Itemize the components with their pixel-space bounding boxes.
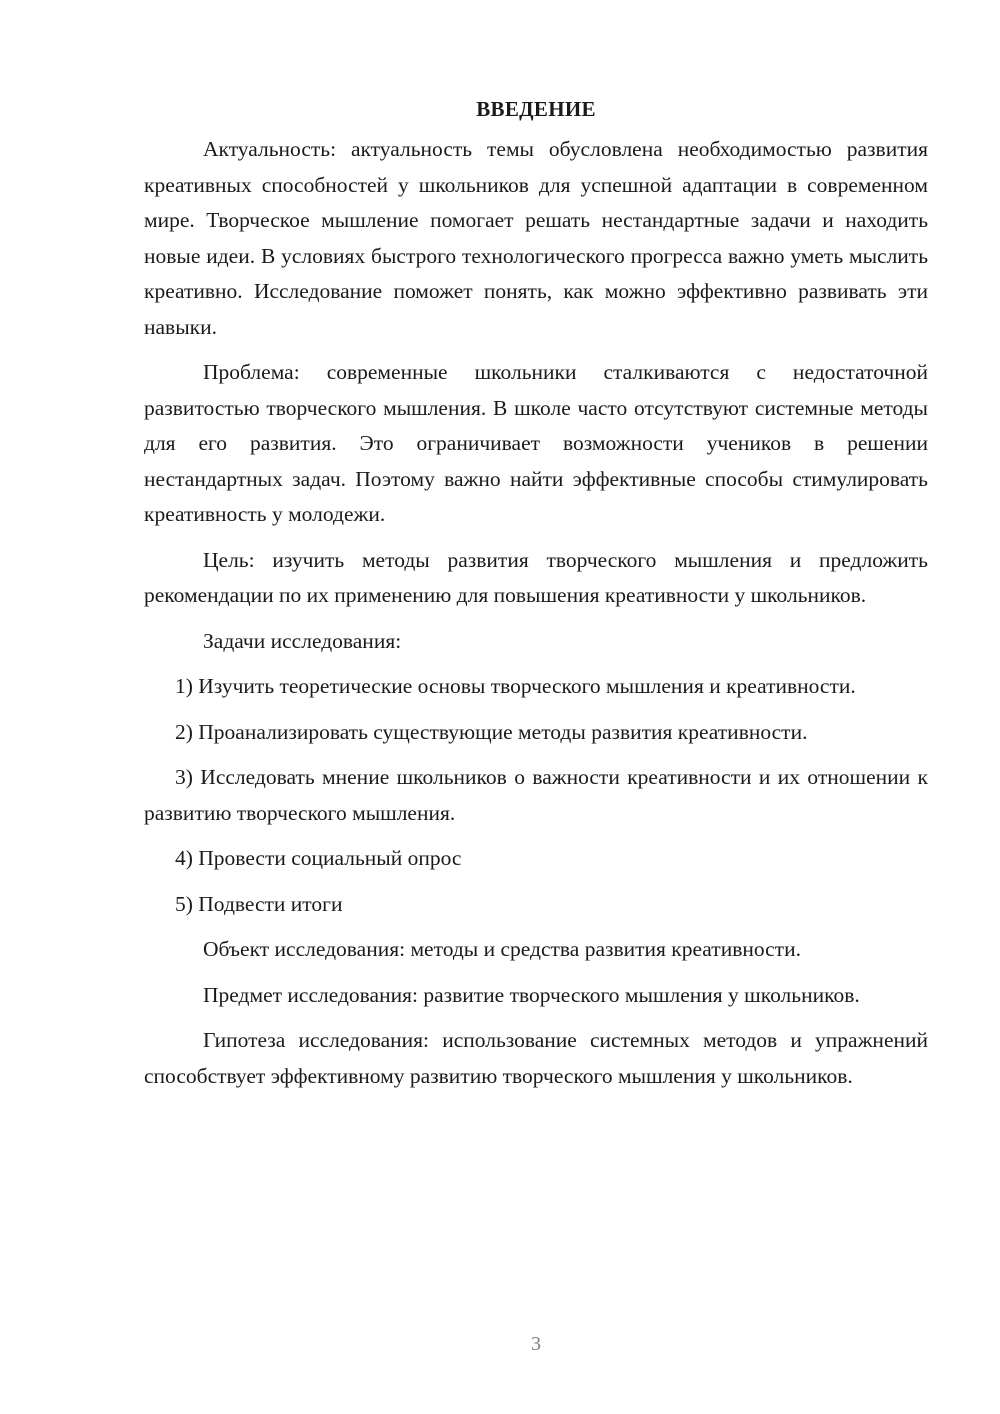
section-heading: ВВЕДЕНИЕ [476, 97, 596, 121]
hypothesis-paragraph: Гипотеза исследования: использование системных методов и упражнений способствует эффективному развитию творческого мышления у школьников. [144, 1028, 928, 1088]
task-item: 1) Изучить теоретические основы творческого мышления и креативности. [175, 674, 856, 698]
goal-paragraph: Цель: изучить методы развития творческого мышления и предложить рекомендации по их применению для повышения креативности у школьников. [144, 547, 928, 607]
task-item: 5) Подвести итоги [175, 891, 343, 916]
object-paragraph: Объект исследования: методы и средства развития креативности. [203, 937, 801, 961]
task-item: 4) Провести социальный опрос [175, 846, 462, 870]
problem-paragraph: Проблема: современные школьники сталкиваются с недостаточной развитостью творческого мышления. В школе часто отсутствуют системные методы для его развития. Это ограничивает возможности учеников в решении нестандартных задач. Поэтому важно найти эффективные способы стимулировать креативность у молодежи. [144, 360, 928, 526]
task-item: 3) Исследовать мнение школьников о важности креативности и их отношении к развитию творческого мышления. [144, 765, 928, 825]
page-number: 3 [531, 1333, 541, 1355]
tasks-title: Задачи исследования: [203, 628, 402, 653]
page-content [144, 94, 928, 1104]
task-item: 2) Проанализировать существующие методы развития креативности. [175, 719, 808, 744]
subject-paragraph: Предмет исследования: развитие творческого мышления у школьников. [203, 982, 860, 1007]
relevance-paragraph: Актуальность: актуальность темы обусловлена необходимостью развития креативных способностей у школьников для успешной адаптации в современном мире. Творческое мышление помогает решать нестандартные задачи и находить новые идеи. В условиях быстрого технологического прогресса важно уметь мыслить креативно. Исследование поможет понять, как можно эффективно развивать эти навыки. [144, 137, 928, 339]
